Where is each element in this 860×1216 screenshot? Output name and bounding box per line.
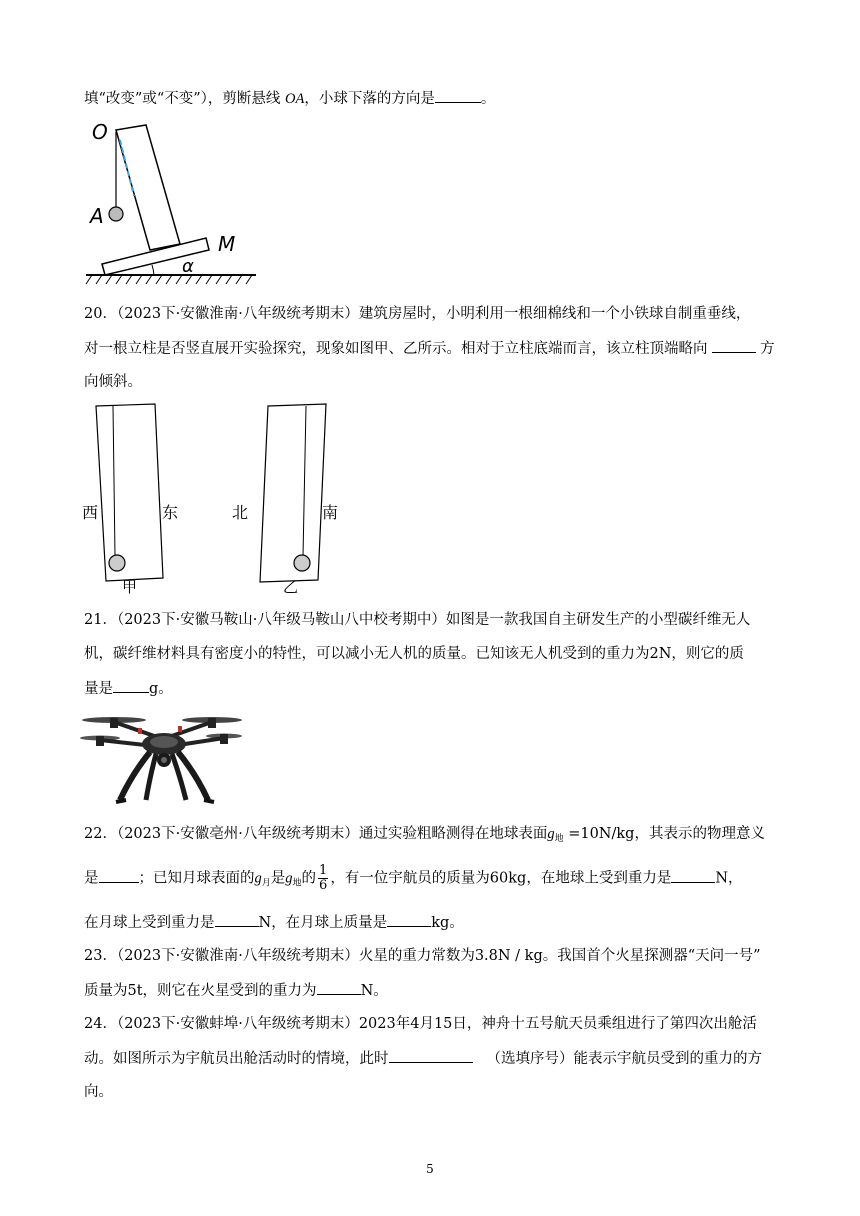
q24-line-2 (84, 1048, 762, 1069)
q21-text-b: g。 (149, 681, 173, 697)
q22-sub-earth: 地 (554, 834, 564, 844)
label-south: 南 (322, 503, 339, 522)
q21-line-2: 机，碳纤维材料具有密度小的特性，可以减小无人机的质量。已知该无人机受到的重力为2N，则它的质 (84, 646, 744, 662)
q22-text: kg。 (431, 915, 464, 931)
q24-text-a: 动。如图所示为宇航员出舱活动时的情境，此时 (84, 1051, 389, 1067)
pendulum-diagram (84, 118, 264, 288)
page-number: 5 (426, 1162, 434, 1176)
q24-text-b: （选填序号）能表示宇航员受到的重力的方 (486, 1051, 762, 1067)
q22-g: g (547, 826, 555, 842)
q22-text: 在月球上受到重力是 (84, 915, 215, 931)
q20-text-b: 方 (755, 341, 775, 357)
q22-answer-blank-1[interactable] (99, 868, 139, 883)
q22-text: 的 (301, 870, 317, 887)
q22-line-3 (84, 912, 464, 933)
label-a: A (90, 204, 104, 228)
q23-text-a: 23．（2023下·安徽淮南·八年级统考期末）火星的重力常数为 (84, 948, 475, 964)
q23-answer-blank[interactable] (317, 980, 361, 995)
label-o: O (92, 120, 108, 144)
q22-fraction (318, 864, 328, 893)
q22-text: 是 (270, 870, 286, 887)
label-west: 西 (82, 503, 99, 522)
drone-image (80, 704, 244, 808)
q20-line-2 (84, 338, 775, 359)
q19-text-line (84, 88, 495, 109)
label-m: M (218, 232, 236, 256)
q21-answer-blank[interactable] (113, 678, 149, 693)
q20-text-a: 对一根立柱是否竖直展开实验探究，现象如图甲、乙所示。相对于立柱底端而言，该立柱顶端略向 (84, 341, 708, 357)
q22-answer-blank-2[interactable] (671, 868, 715, 883)
q22-text-a: 22．（2023下·安徽亳州·八年级统考期末）通过实验粗略测得在地球表面 (84, 826, 548, 842)
q19-text-c: 。 (480, 91, 496, 107)
q21-line-3 (84, 678, 173, 699)
q22-g: g (285, 870, 293, 887)
q22-text: ；已知月球表面的 (138, 870, 255, 887)
fraction-numerator: 1 (319, 863, 328, 878)
label-yi: 乙 (283, 578, 299, 596)
q23-line-2 (84, 980, 388, 1001)
q23-value: 3.8N / kg (474, 948, 543, 964)
label-alpha: α (182, 256, 194, 277)
q22-equation: =10N/kg (563, 826, 635, 842)
q19-pendulum-figure (84, 118, 264, 288)
q22-line-1 (84, 824, 765, 849)
q21-line-1: 21．（2023下·安徽马鞍山·八年级马鞍山八中校考期中）如图是一款我国自主研发生产的小型碳纤维无人 (84, 612, 751, 628)
q24-answer-blank[interactable] (389, 1048, 473, 1063)
label-north: 北 (232, 503, 249, 522)
q19-oa: OA (285, 91, 305, 107)
q20-line-1: 20．（2023下·安徽淮南·八年级统考期末）建筑房屋时，小明利用一根细棉线和一个小铁球自制重垂线， (84, 306, 751, 322)
fraction-denominator: 6 (319, 878, 328, 893)
q22-g: g (254, 870, 262, 887)
q23-text: 质量为5t，则它在火星受到的重力为 (84, 983, 317, 999)
q22-text-b: ，其表示的物理意义 (634, 826, 765, 842)
q22-answer-blank-3[interactable] (215, 912, 259, 927)
q22-line-2 (84, 864, 743, 894)
plumb-line-diagram (80, 400, 350, 600)
q23-text-b: 。我国首个火星探测器“天问一号” (542, 948, 761, 964)
q22-text: 是 (84, 870, 99, 887)
q20-plumb-figure (80, 400, 350, 600)
q22-text: N， (715, 870, 743, 887)
label-east: 东 (162, 503, 179, 522)
q22-sub-earth: 地 (292, 878, 302, 889)
q21-text-a: 量是 (84, 681, 113, 697)
q19-answer-blank[interactable] (435, 88, 481, 103)
q22-text: N，在月球上质量是 (258, 915, 388, 931)
q23-text: N。 (360, 983, 388, 999)
q24-line-1: 24．（2023下·安徽蚌埠·八年级统考期末）2023年4月15日，神舟十五号航天员乘组进行了第四次出舱活 (84, 1016, 757, 1032)
q20-line-3: 向倾斜。 (84, 374, 142, 390)
q22-text: ，有一位宇航员的质量为60kg，在地球上受到重力是 (330, 870, 672, 887)
drone-illustration (80, 704, 244, 808)
q22-sub-moon: 月 (261, 878, 271, 889)
q24-line-3: 向。 (84, 1084, 113, 1100)
q19-text-b: ，小球下落的方向是 (304, 91, 435, 107)
label-jia: 甲 (122, 578, 138, 596)
q22-answer-blank-4[interactable] (387, 912, 431, 927)
q19-text: 填“改变”或“不变”），剪断悬线 (84, 91, 286, 107)
q23-line-1 (84, 946, 761, 966)
q20-answer-blank[interactable] (712, 338, 756, 353)
